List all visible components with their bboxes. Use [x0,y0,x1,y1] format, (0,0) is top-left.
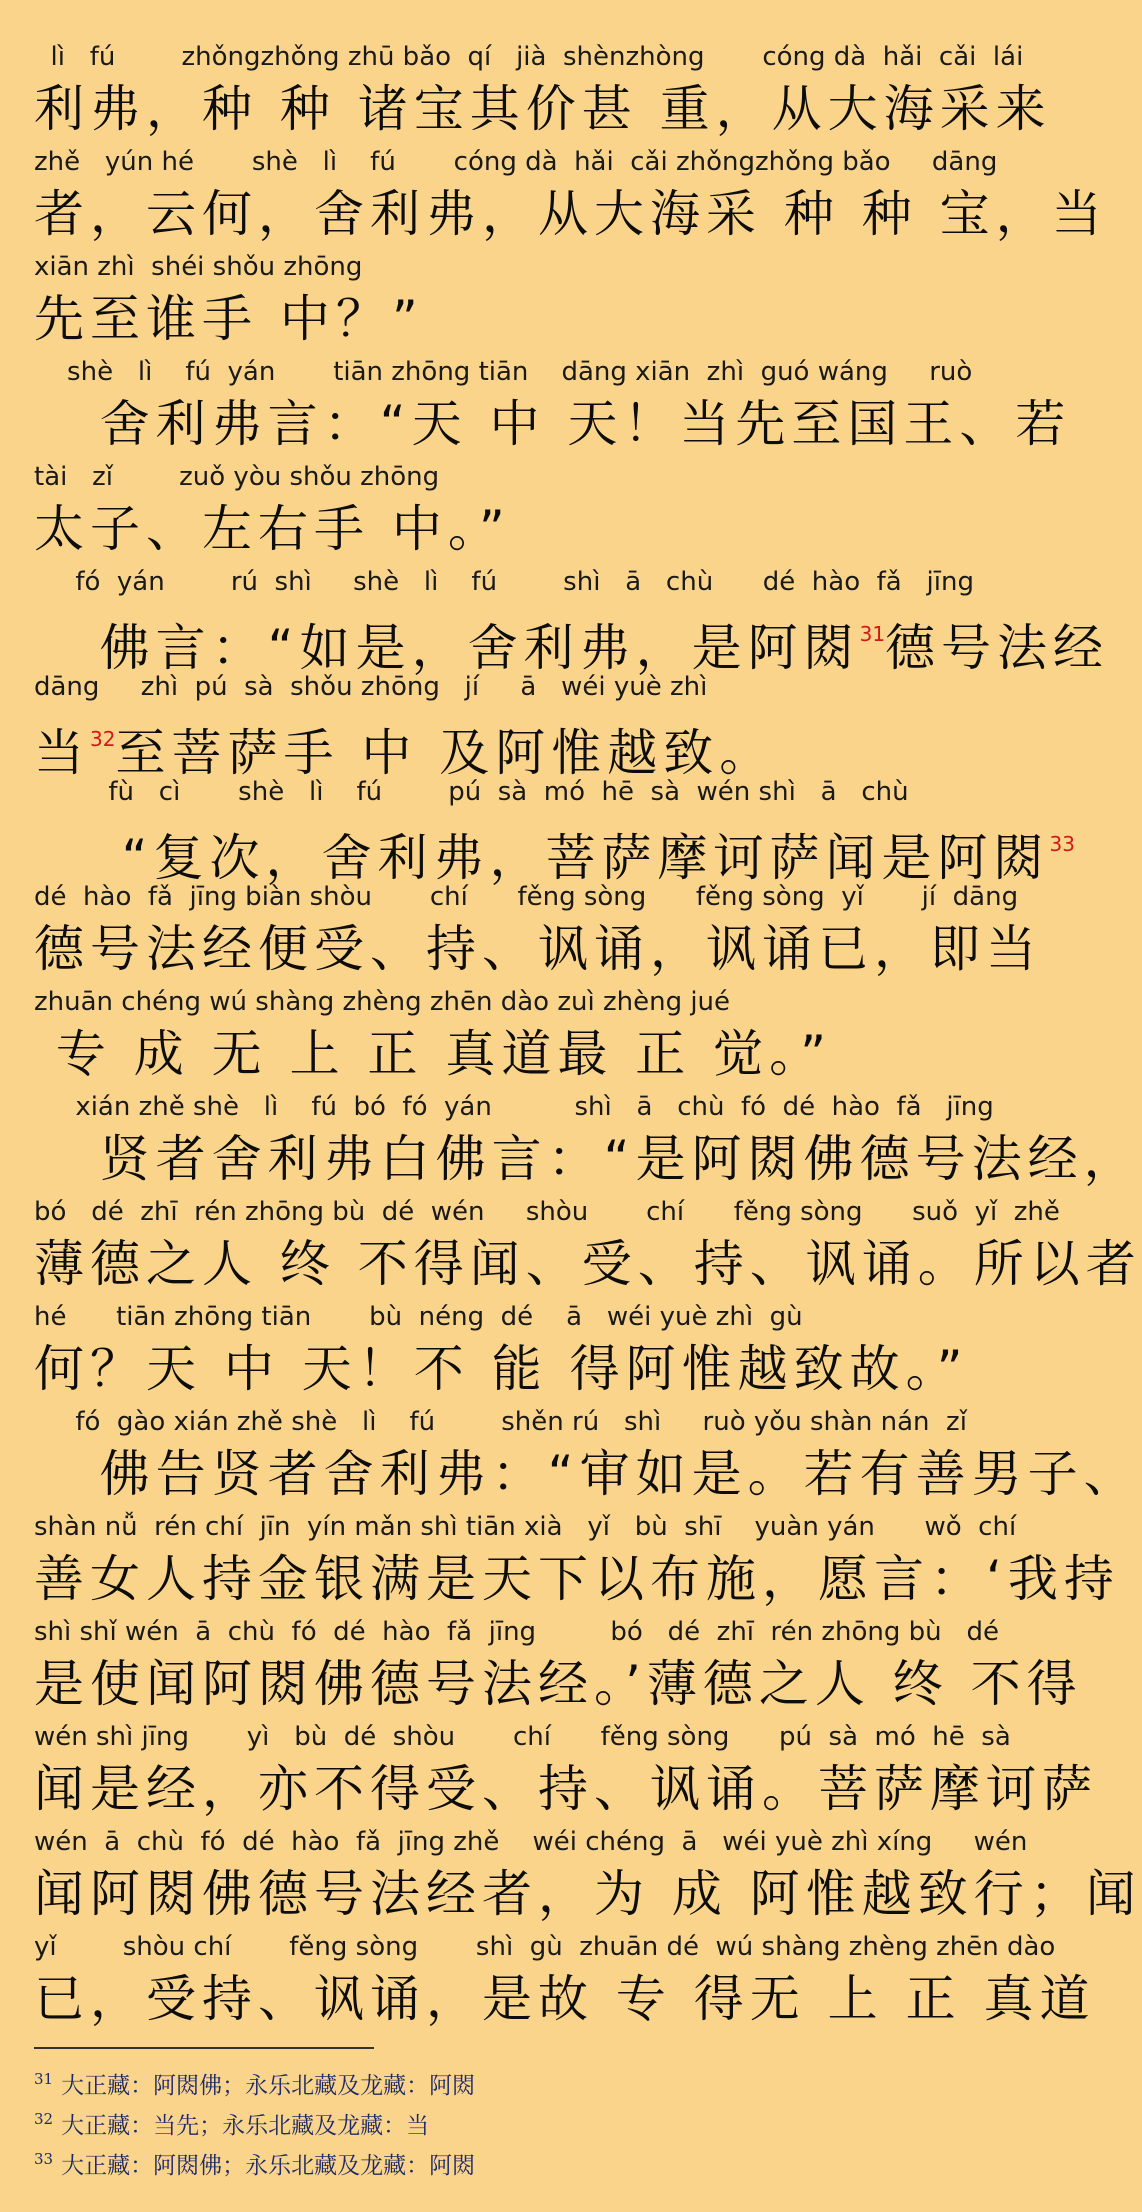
text-line [34,1720,1098,1824]
hanzi-text: 当 [34,724,90,782]
pinyin-row: xián zhě shè lì fú bó fó yán shì ā chù fó dé hào fǎ jīng [34,1092,994,1122]
text-line [34,1300,1054,1404]
footnote-divider [34,2047,374,2049]
hanzi-text: “复次，舍利弗，菩萨摩诃萨闻是阿閦 [34,829,1050,887]
footnote-number: 33 [34,2150,54,2168]
pinyin-row: yǐ shòu chí fěng sòng shì gù zhuān dé wú shàng zhèng zhēn dào [34,1932,1056,1962]
text-line [34,565,1110,677]
pinyin-row: fó gào xián zhě shè lì fú shěn rú shì ruò yǒu shàn nán zǐ [34,1407,967,1437]
text-line [34,355,1072,459]
hanzi-row: 是使闻阿閦佛德号法经。’薄德之人 终 不得 [34,1655,1083,1713]
footnote-text: 大正藏：当先；永乐北藏及龙藏：当 [61,2113,430,2139]
hanzi-row: 德号法经便受、持、讽诵，讽诵已，即当 [34,920,1042,978]
hanzi-row: 闻阿閦佛德号法经者，为 成 阿惟越致行；闻 [34,1865,1142,1923]
pinyin-row: hé tiān zhōng tiān bù néng dé ā wéi yuè zhì gù [34,1302,803,1332]
pinyin-row: tài zǐ zuǒ yòu shǒu zhōng [34,462,440,492]
hanzi-row: 佛告贤者舍利弗：“审如是。若有善男子、 [34,1445,1140,1503]
text-line [34,250,1054,354]
pinyin-row: shè lì fú yán tiān zhōng tiān dāng xiān zhì guó wáng ruò [34,357,973,387]
pinyin-row: fó yán rú shì shè lì fú shì ā chù dé hào fǎ jīng [34,567,974,597]
pinyin-row: dé hào fǎ jīng biàn shòu chí fěng sòng fěng sòng yǐ jí dāng [34,882,1019,912]
hanzi-text: 德号法经 [885,619,1110,677]
hanzi-row: 利弗，种 种 诸宝其价甚 重，从大海采来 [34,80,1052,138]
text-line [34,1825,1142,1929]
hanzi-row: 者，云何，舍利弗，从大海采 种 种 宝，当 [34,185,1108,243]
footnote [34,2142,1034,2179]
pinyin-row: dāng zhì pú sà shǒu zhōng jí ā wéi yuè zhì [34,672,708,702]
footnote-text: 大正藏：阿閦佛；永乐北藏及龙藏：阿閦 [61,2073,476,2099]
footnote-number: 31 [34,2070,54,2088]
pinyin-row: fù cì shè lì fú pú sà mó hē sà wén shì ā chù [34,777,909,807]
pinyin-row: shì shǐ wén ā chù fó dé hào fǎ jīng bó dé zhī rén zhōng bù dé [34,1617,999,1647]
hanzi-row: 舍利弗言：“天 中 天！当先至国王、若 [34,395,1072,453]
footnote-marker: 33 [1049,832,1075,856]
pinyin-row: bó dé zhī rén zhōng bù dé wén shòu chí fěng sòng suǒ yǐ zhě [34,1197,1060,1227]
text-line [34,1405,1140,1509]
hanzi-row [34,811,1075,887]
hanzi-text: 佛言：“如是，舍利弗，是阿閦 [34,619,860,677]
footnote-marker: 31 [859,622,886,646]
text-line [34,145,1108,249]
text-line [34,1930,1096,2034]
hanzi-row: 贤者舍利弗白佛言：“是阿閦佛德号法经， [34,1130,1140,1188]
pinyin-row: wén shì jīng yì bù dé shòu chí fěng sòng pú sà mó hē sà [34,1722,1011,1752]
pinyin-row: zhuān chéng wú shàng zhèng zhēn dào zuì zhèng jué [34,987,731,1017]
pinyin-row: wén ā chù fó dé hào fǎ jīng zhě wéi chéng ā wéi yuè zhì xíng wén [34,1827,1028,1857]
footnote [34,2062,1034,2099]
hanzi-row: 善女人持金银满是天下以布施，愿言：‘我持 [34,1550,1120,1608]
footnote-text: 大正藏：阿閦佛；永乐北藏及龙藏：阿閦 [61,2153,476,2179]
hanzi-row: 薄德之人 终 不得闻、受、持、讽诵。所以者 [34,1235,1142,1293]
text-line [34,880,1054,984]
hanzi-row: 已，受持、讽诵，是故 专 得无 上 正 真道 [34,1970,1096,2028]
pinyin-row: shàn nǚ rén chí jīn yín mǎn shì tiān xià yǐ bù shī yuàn yán wǒ chí [34,1512,1017,1542]
text-line [34,1615,1083,1719]
footnote [34,2102,1034,2139]
hanzi-row: 先至谁手 中？” [34,290,424,348]
pinyin-row: lì fú zhǒngzhǒng zhū bǎo qí jià shènzhòng cóng dà hǎi cǎi lái [34,42,1024,72]
text-line [34,1090,1140,1194]
hanzi-row [34,706,1054,782]
hanzi-row [34,601,1110,677]
hanzi-row: 专 成 无 上 正 真道最 正 觉。” [34,1025,833,1083]
text-line [34,1195,1142,1299]
text-line [34,985,1054,1089]
text-line [34,775,1075,887]
hanzi-text: 至菩萨手 中 及阿惟越致。 [115,724,776,782]
pinyin-row: zhě yún hé shè lì fú cóng dà hǎi cǎi zhǒngzhǒng bǎo dāng [34,147,998,177]
hanzi-row: 何？天 中 天！不 能 得阿惟越致故。” [34,1340,969,1398]
text-line [34,460,1054,564]
text-line [34,40,1054,144]
footnote-marker: 32 [90,727,116,751]
pinyin-row: xiān zhì shéi shǒu zhōng [34,252,363,282]
footnote-number: 32 [34,2110,54,2128]
text-line [34,670,1054,782]
hanzi-row: 闻是经，亦不得受、持、讽诵。菩萨摩诃萨 [34,1760,1098,1818]
text-line [34,1510,1120,1614]
hanzi-row: 太子、左右手 中。” [34,500,511,558]
